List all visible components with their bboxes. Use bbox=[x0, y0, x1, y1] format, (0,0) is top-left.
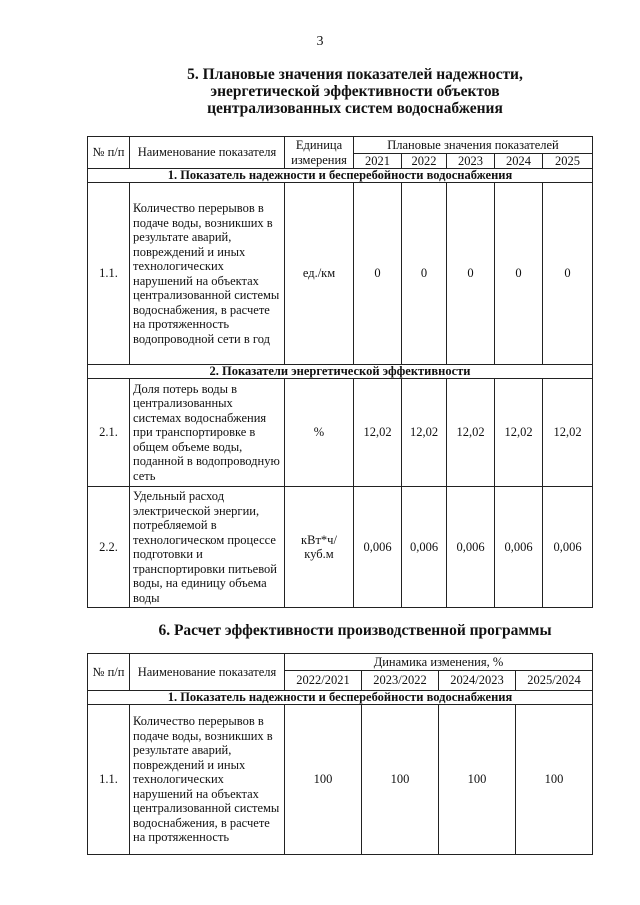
row-name: Количество перерывов в подаче воды, возникших в результате аварий, повреждений и иных технологических нарушений на объектах централизованной системы водоснабжения, в расчете на протяженность водопроводной сети в год bbox=[130, 183, 285, 365]
group-row bbox=[88, 365, 593, 379]
period-header: 2023/2022 bbox=[362, 671, 439, 691]
efficiency-table bbox=[87, 653, 593, 855]
row-unit: % bbox=[285, 379, 354, 487]
row-value: 12,02 bbox=[543, 379, 593, 487]
row-value: 0 bbox=[495, 183, 543, 365]
row-num: 2.2. bbox=[88, 487, 130, 608]
row-value: 100 bbox=[285, 705, 362, 855]
row-name: Доля потерь воды в централизованных системах водоснабжения при транспортировке в общем объеме воды, поданной в водопроводную сеть bbox=[130, 379, 285, 487]
header-row bbox=[88, 137, 593, 154]
planned-values-table bbox=[87, 136, 593, 608]
row-value: 12,02 bbox=[447, 379, 495, 487]
period-header: 2022/2021 bbox=[285, 671, 362, 691]
section-6-title: 6. Расчет эффективности производственной программы bbox=[158, 622, 552, 639]
table-row bbox=[88, 487, 593, 608]
row-value: 100 bbox=[516, 705, 593, 855]
row-unit: кВт*ч/ куб.м bbox=[285, 487, 354, 608]
col-header-dynamics: Динамика изменения, % bbox=[285, 654, 593, 671]
group-title: 2. Показатели энергетической эффективности bbox=[88, 365, 593, 379]
year-header: 2024 bbox=[495, 154, 543, 169]
group-row bbox=[88, 691, 593, 705]
row-value: 12,02 bbox=[495, 379, 543, 487]
col-header-num: № п/п bbox=[88, 654, 130, 691]
col-header-name: Наименование показателя bbox=[130, 137, 285, 169]
row-value: 0 bbox=[354, 183, 402, 365]
header-row bbox=[88, 654, 593, 671]
row-value: 0,006 bbox=[447, 487, 495, 608]
table-row bbox=[88, 183, 593, 365]
row-value: 100 bbox=[362, 705, 439, 855]
row-num: 1.1. bbox=[88, 705, 130, 855]
col-header-num: № п/п bbox=[88, 137, 130, 169]
row-value: 0 bbox=[447, 183, 495, 365]
row-value: 0 bbox=[402, 183, 447, 365]
period-header: 2025/2024 bbox=[516, 671, 593, 691]
year-header: 2022 bbox=[402, 154, 447, 169]
section-5-title-line-1: 5. Плановые значения показателей надежности, bbox=[187, 66, 523, 83]
row-name: Количество перерывов в подаче воды, возникших в результате аварий, повреждений и иных технологических нарушений на объектах централизованной системы водоснабжения, в расчете на протяженность bbox=[130, 705, 285, 855]
row-num: 2.1. bbox=[88, 379, 130, 487]
section-5-title bbox=[120, 66, 590, 117]
group-title: 1. Показатель надежности и бесперебойности водоснабжения bbox=[88, 691, 593, 705]
row-value: 0,006 bbox=[354, 487, 402, 608]
col-header-name: Наименование показателя bbox=[130, 654, 285, 691]
row-value: 12,02 bbox=[402, 379, 447, 487]
row-name: Удельный расход электрической энергии, потребляемой в технологическом процессе подготовки и транспортировки питьевой воды, на единицу объема воды bbox=[130, 487, 285, 608]
row-value: 0,006 bbox=[495, 487, 543, 608]
row-value: 0 bbox=[543, 183, 593, 365]
page-number: 3 bbox=[316, 34, 324, 49]
year-header: 2021 bbox=[354, 154, 402, 169]
row-unit: ед./км bbox=[285, 183, 354, 365]
col-header-planned: Плановые значения показателей bbox=[354, 137, 593, 154]
row-value: 0,006 bbox=[402, 487, 447, 608]
col-header-unit: Единица измерения bbox=[285, 137, 354, 169]
table-row bbox=[88, 705, 593, 855]
table-row bbox=[88, 379, 593, 487]
row-value: 12,02 bbox=[354, 379, 402, 487]
row-value: 0,006 bbox=[543, 487, 593, 608]
section-5-title-line-3: централизованных систем водоснабжения bbox=[207, 100, 503, 117]
period-header: 2024/2023 bbox=[439, 671, 516, 691]
group-title: 1. Показатель надежности и бесперебойности водоснабжения bbox=[88, 169, 593, 183]
group-row bbox=[88, 169, 593, 183]
year-header: 2025 bbox=[543, 154, 593, 169]
row-num: 1.1. bbox=[88, 183, 130, 365]
year-header: 2023 bbox=[447, 154, 495, 169]
row-value: 100 bbox=[439, 705, 516, 855]
section-5-title-line-2: энергетической эффективности объектов bbox=[210, 83, 500, 100]
